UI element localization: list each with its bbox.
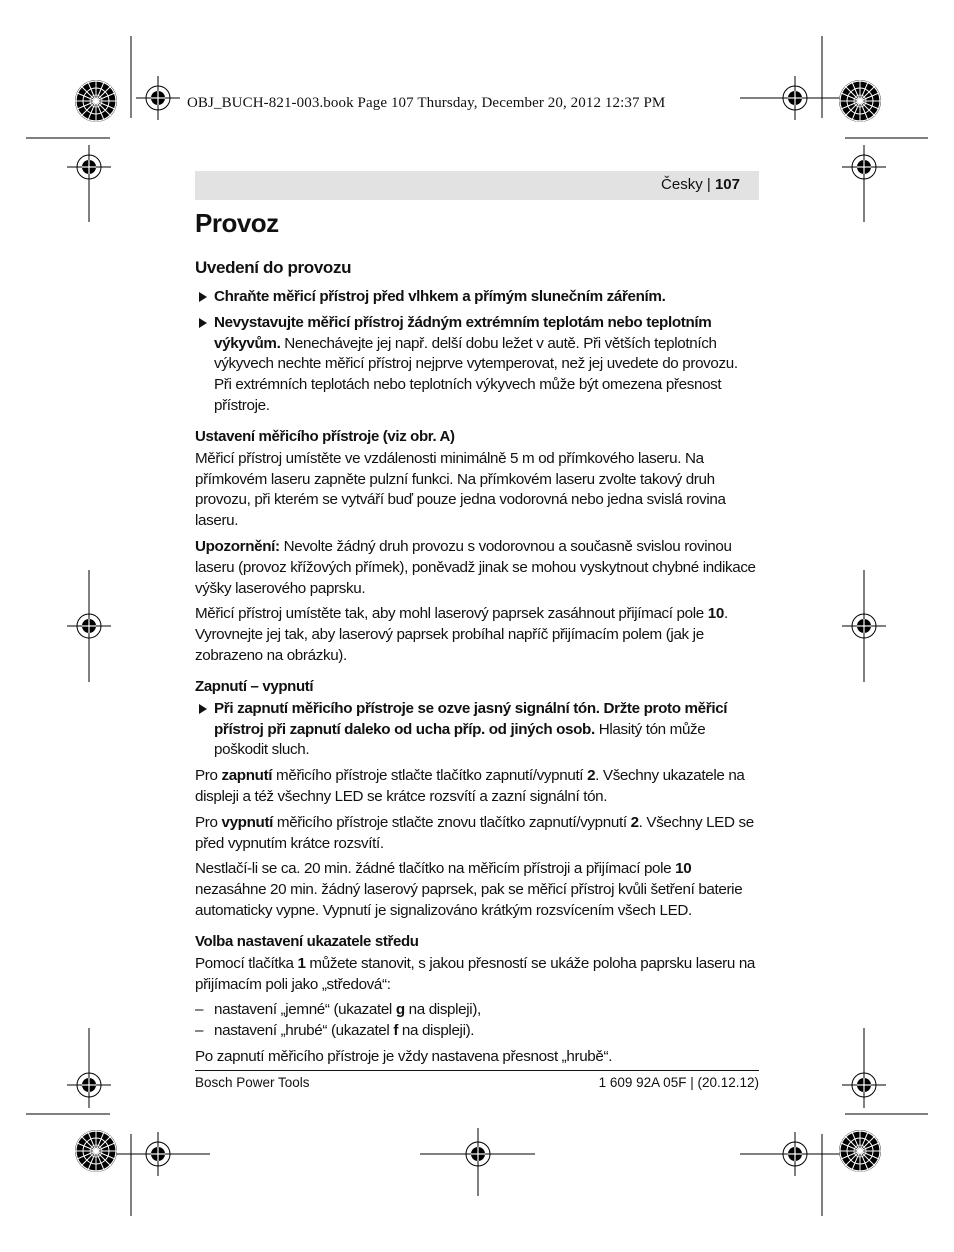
reference-number: 10 [707,605,724,623]
reference-number: 2 [630,813,639,831]
header-separator: | [702,176,715,193]
text-run: můžete stanovit, s jakou přesností se ukáže poloha paprsku laseru na přijímacím poli jako „středová“: [195,954,756,993]
text-run: na displeji), [404,1001,481,1019]
text-run: . Vyrovnejte jej tak, aby laserový paprsek probíhal napříč přijímacím polem (jak je zobrazeno na obrázku). [195,605,728,664]
warning-triangle-icon [199,318,207,328]
reference-number: 1 [297,954,306,972]
bold-term: vypnutí [221,813,274,831]
subsection-heading: Ustavení měřicího přístroje (viz obr. A) [195,427,455,445]
warning-bold-text: Při zapnutí měřicího přístroje se ozve jasný signální tón. Držte proto měřicí přístroj při zapnutí daleko od ucha příp. od jiných osob. [214,699,728,738]
header-language: Česky [661,176,703,193]
subsection-heading: Volba nastavení ukazatele středu [195,932,419,950]
list-item [195,1000,759,1021]
paragraph: Po zapnutí měřicího přístroje je vždy nastavena přesnost „hrubě“. [195,1047,613,1065]
note-label: Upozornění: [195,537,280,555]
paragraph [195,604,759,666]
text-run: . Všechny ukazatele na displeji a též všechny LED se krátce rozsvítí a zazní signální tón. [195,767,745,805]
warning-text: Nenechávejte jej např. delší dobu ležet v autě. Při větších teplotních výkyvech nechte měřicí přístroj nejprve vytemperovat, než jej uvedete do provozu. Při extrémních teplotách nebo teplotních výkyvech může být omezena přesnost přístroje. [214,334,738,414]
page-number: 107 [714,176,740,193]
reference-number: 2 [587,767,596,785]
note-text: Nevolte žádný druh provozu s vodorovnou a současně svislou rovinou laseru (provoz křížových přímek), poněvadž jinak se mohou vyskytnout chybné indikace výšky laserového paprsku. [195,537,756,597]
footer-document-code: 1 609 92A 05F | (20.12.12) [598,1075,759,1090]
warning-text: Chraňte měřicí přístroj před vlhkem a přímým slunečním zářením. [214,288,666,305]
subsection-heading: Zapnutí – vypnutí [195,677,314,695]
bold-term: zapnutí [221,767,273,785]
warning-item [195,313,759,417]
text-run: měřicího přístroje stlačte tlačítko zapnutí/vypnutí [272,767,588,785]
note-paragraph [195,537,759,599]
dash-list [195,1000,759,1042]
indicator-letter: f [393,1022,399,1040]
paragraph [195,766,759,808]
header-text [661,176,740,193]
text-run: . Všechny LED se před vypnutím krátce rozsvítí. [195,813,754,852]
indicator-letter: g [395,1001,405,1019]
dash-bullet: – [195,1022,204,1040]
page-header [195,171,759,200]
text-run: měřicího přístroje stlačte znovu tlačítko zapnutí/vypnutí [273,813,631,831]
page-content [195,205,759,1073]
text-run: Pro [195,767,222,785]
reference-number: 10 [675,860,692,878]
text-run: Pomocí tlačítka [195,954,298,972]
text-run: Měřicí přístroj umístěte tak, aby mohl laserový paprsek zasáhnout přijímací pole [195,605,708,623]
paragraph [195,813,759,855]
warning-item [195,699,759,761]
text-run: na displeji). [398,1022,475,1040]
text-run: nastavení „jemné“ (ukazatel [214,1001,396,1019]
list-item [195,1021,759,1042]
footer-rule [195,1070,759,1071]
warning-text: Hlasitý tón může poškodit sluch. [214,720,706,759]
dash-bullet: – [195,1001,204,1019]
warning-bold-text: Nevystavujte měřicí přístroj žádným extrémním teplotám nebo teplotním výkyvům. [214,313,712,352]
paragraph: Měřicí přístroj umístěte ve vzdálenosti minimálně 5 m od přímkového laseru. Na přímkovém laseru zapněte pulzní funkci. Na přímkovém laseru zvolte takový druh provozu, při kterém se vytváří buď pouze jedna vodorovná nebo jedna svislá rovina laseru. [195,449,726,530]
paragraph [195,954,759,996]
warning-item [195,287,759,308]
paragraph [195,859,759,921]
text-run: Nestlačí-li se ca. 20 min. žádné tlačítko na měřicím přístroji a přijímací pole [195,860,676,878]
warning-triangle-icon [199,292,207,302]
page-title: Provoz [195,208,279,238]
print-slug: OBJ_BUCH-821-003.book Page 107 Thursday, December 20, 2012 12:37 PM [187,95,666,111]
footer-publisher: Bosch Power Tools [195,1075,310,1090]
text-run: nezasáhne 20 min. žádný laserový paprsek, pak se měřicí přístroj kvůli šetření baterie automaticky vypne. Vypnutí je signalizováno krátkým rozsvícením všech LED. [195,881,743,919]
warning-triangle-icon [199,704,207,714]
text-run: nastavení „hrubé“ (ukazatel [214,1022,394,1040]
text-run: Pro [195,813,222,831]
section-heading: Uvedení do provozu [195,258,352,277]
